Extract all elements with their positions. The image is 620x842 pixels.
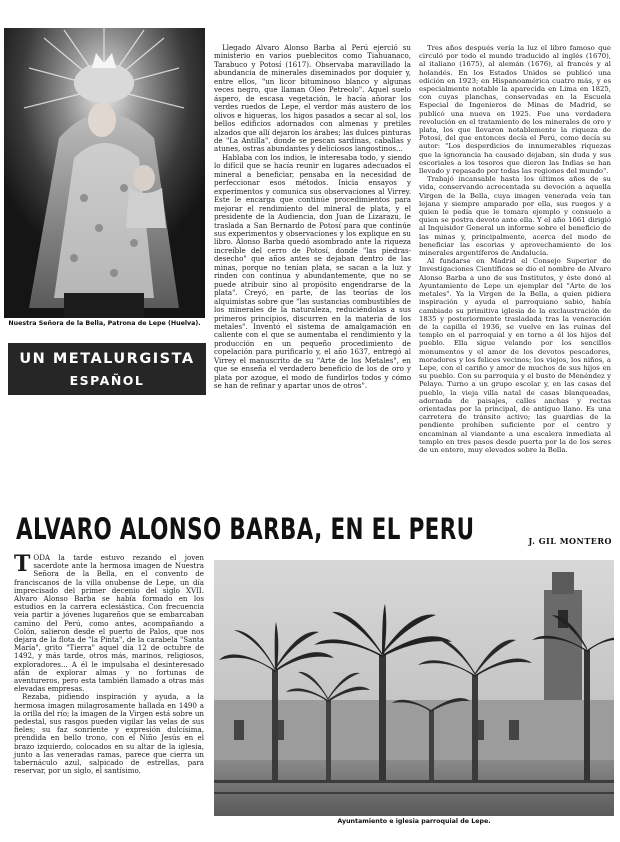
author-signature: J. GIL MONTERO — [528, 536, 612, 546]
article-column-3 — [419, 44, 611, 534]
palm-square-image — [214, 560, 614, 816]
virgin-statue-photo — [4, 28, 205, 318]
article-headline: ALVARO ALONSO BARBA, EN EL PERU — [16, 512, 475, 546]
dropcap-letter: T — [14, 551, 31, 577]
col3-paragraph-1: Tres años después vería la luz el libro famoso que circuló por todo el mundo traducido al inglés (1670), al italiano (1675), al alemán (1676), al francés y al holandés. En los Estados Unidos se publicó una edición en 1923; en Hispanoamérica cuatro más, y es especialmente notable la aparecida en Lima en 1825, con cuyas planchas, conservadas en la Escuela Especial de Ingenieros de Minas de Madrid, se publicó una nueva en 1925. Fue una verdadera revolución en el tratamiento de los minerales de oro y plata, los que llevaron notablemente la riqueza de Potosí, del que entonces decía el Perú, como decía su autor: "Los desperdicios de innumerables riquezas que la ignorancia ha causado dejaban, sin duda y sus escoriales a los tesoros que dieron las Indias se han llevado y repasado por todas las regiones del mundo". — [419, 44, 611, 176]
town-hall-church-photo — [214, 560, 614, 816]
photo-caption-virgin: Nuestra Señora de la Bella, Patrona de Lepe (Huelva). — [8, 320, 201, 327]
section-label-line2: ESPAÑOL — [69, 373, 145, 388]
col3-paragraph-3: Al fundarse en Madrid el Consejo Superior de Investigaciones Científicas se dio el nombre de Alvaro Alonso Barba a uno de sus Institutos, y éste donó al Ayuntamiento de Lepe un ejemplar del "Arte de los metales". Ya la Virgen de la Bella, a quien pidiera inspiración y ayuda el parroquiano sabio, había cambiado su primitiva iglesia de la exclaustración de 1835 y posteriormente trasladada tras la veneración de la capilla el 1936, se vuelve en las ruinas del templo en el parroquial y en torno a él los hijos del pueblo. Ella sigue velando por los sencillos monumentos y el amor de los devotos pescadores, moradores y los felices vecinos; los viejos, los niños, a Lepe, con el cariño y amor de muchos de sus hijos en su pueblo. Con su parroquia y el busto de Menéndez y Pelayo. Turno a un grupo escolar y, en las casas del pueblo, la vieja villa natal de casas blanqueadas, adornada de paisajes, calles anchas y rectas orientadas por la principal, de antiguo llano. Es una carretera de tránsito activo; las guardias de la pendiente prohíben suficiente por el centro y encaminan al viandante a una escalera inmediata al templo en tres pasos desde puerta por la de los seres de un entero, muy elevados sobre la Bella. — [419, 257, 611, 454]
article-column-1 — [14, 551, 204, 829]
col1-paragraph-2: Rezaba, pidiendo inspiración y ayuda, a la hermosa imagen milagrosamente hallada en 1490 a la orilla del río; la imagen de la Virgen está sobre un pedestal, sus rasgos pueden vigilar las velas de sus fieles; su faz sonriente y expresión dulcísima, prendida en bello trono, con el Niño Jesús en el brazo izquierdo, colocados en su altar de la iglesia, junto a las veneradas ramas, parece que cierra un tabernáculo azul, salpicado de estrellas, para reservar, por un siglo, el santísimo. — [14, 692, 204, 776]
photo-caption-town-hall: Ayuntamiento e iglesia parroquial de Lepe. — [337, 818, 491, 825]
col2-paragraph-2: Hablaba con los indios, le interesaba todo, y siendo lo difícil que se hacía reunir en lugares adecuados el mineral a beneficiar, pensaba en la necesidad de perfeccionar esos métodos. Inicia ensayos y experimentos y comunica sus observaciones al Virrey. Este le encarga que continúe procedimientos para mejorar el rendimiento del mineral de plata, y el presidente de la Audiencia, don Juan de Lizarazu, le traslada a San Bernardo de Potosí para que continúe sus experimentos y observaciones y los explique en su libro. Alonso Barba quedó asombrado ante la riqueza increíble del cerro de Potosí, donde "las piedras-desecho" que años antes se dejaban dentro de las minas, porque no tenían plata, se sacan a la luz y rinden con continua y abundantemente, que no se puede atribuir sino al propósito engendrarse de la plata". Creyó, en parte, de las teorías de los alquimistas sobre que "las sustancias combustibles de los minerales de la naturaleza, reduciéndolas a sus primeros principios, discurren en la materia de los metales". Inventó el sistema de amalgamación en caliente con el que se aumentaba el rendimiento y la producción en un pequeño procedimiento de copelación para purificarlo y, el año 1637, entregó al Virrey el manuscrito de su "Arte de los Metales", en que se enseña el verdadero beneficio de los de oro y plata por azogue, el modo de fundirlos todos y cómo se han de refinar y apartar unos de otros". — [214, 152, 411, 391]
col2-paragraph-1: Llegado Alvaro Alonso Barba al Perú ejerció su ministerio en varios pueblecitos como Tiahuanaco, Tarabuco y Potosí (1617). Observaba maravillado la abundancia de minerales diseminados por doquier y, entre ellos, "un licor bituminoso blanco y algunas veces negro, que llaman Oleo Petreolo". Aquel suelo áspero, de escasa vegetación, le hacía añorar los verdes ruedos de Lepe, el verdor más austero de los olivos e higueras, los higos pasados a secar al sol, los bellos edificios adornados con almenas y pretiles alzados que allí dejaron los árabes; las dulces pinturas de "La Antilla", donde se pescan sardinas, caballas y atunes, ostras abundantes y deliciosos langostinos... — [214, 43, 411, 154]
virgin-statue-image — [4, 28, 205, 318]
col1-paragraph-1: ODA la tarde estuvo rezando el joven sacerdote ante la hermosa imagen de Nuestra Señora de la Bella, en el convento de franciscanos de la villa onubense de Lepe, un día imprecisado del primer decenio del siglo XVII. Alvaro Alonso Barba se había formado en los estudios en la carrera eclesiástica. Con frecuencia veía partir a jóvenes lugareños que se embarcaban camino del Perú, como antes, acompañando a Colón, salieron desde el puerto de Palos, que nos dejara de la flota de "la Pinta", de la carabela "Santa María", grito "Tierra" aquel día 12 de octubre de 1492, y más tarde, otros más, marinos, religiosos, exploradores... A él le impulsaba el desinteresado afán de explorar almas y no fortunas de aventureros, pero esta también llamado a otras más elevadas empresas. — [14, 553, 204, 694]
col3-paragraph-2: Trabajó incansable hasta los últimos años de su vida, conservando acrecentada su devoción a aquella Virgen de la Bella, cuya imagen venerada veía tan lejana y siempre amparado por ella, sus ruegos y a quien le pedía que le tomara ejemplo y consuelo a quien se postra devoto ante ella. Y el año 1661 dirigió al Inquisidor General un informe sobre el beneficio de las minas y, principalmente, acerca del modo de beneficiar las escorias y aprovechamiento de los minerales argentíferos de Andalucía. — [419, 175, 611, 258]
article-column-2 — [214, 44, 411, 494]
section-label-box — [8, 343, 206, 395]
section-label-line1: UN METALURGISTA — [19, 351, 195, 367]
